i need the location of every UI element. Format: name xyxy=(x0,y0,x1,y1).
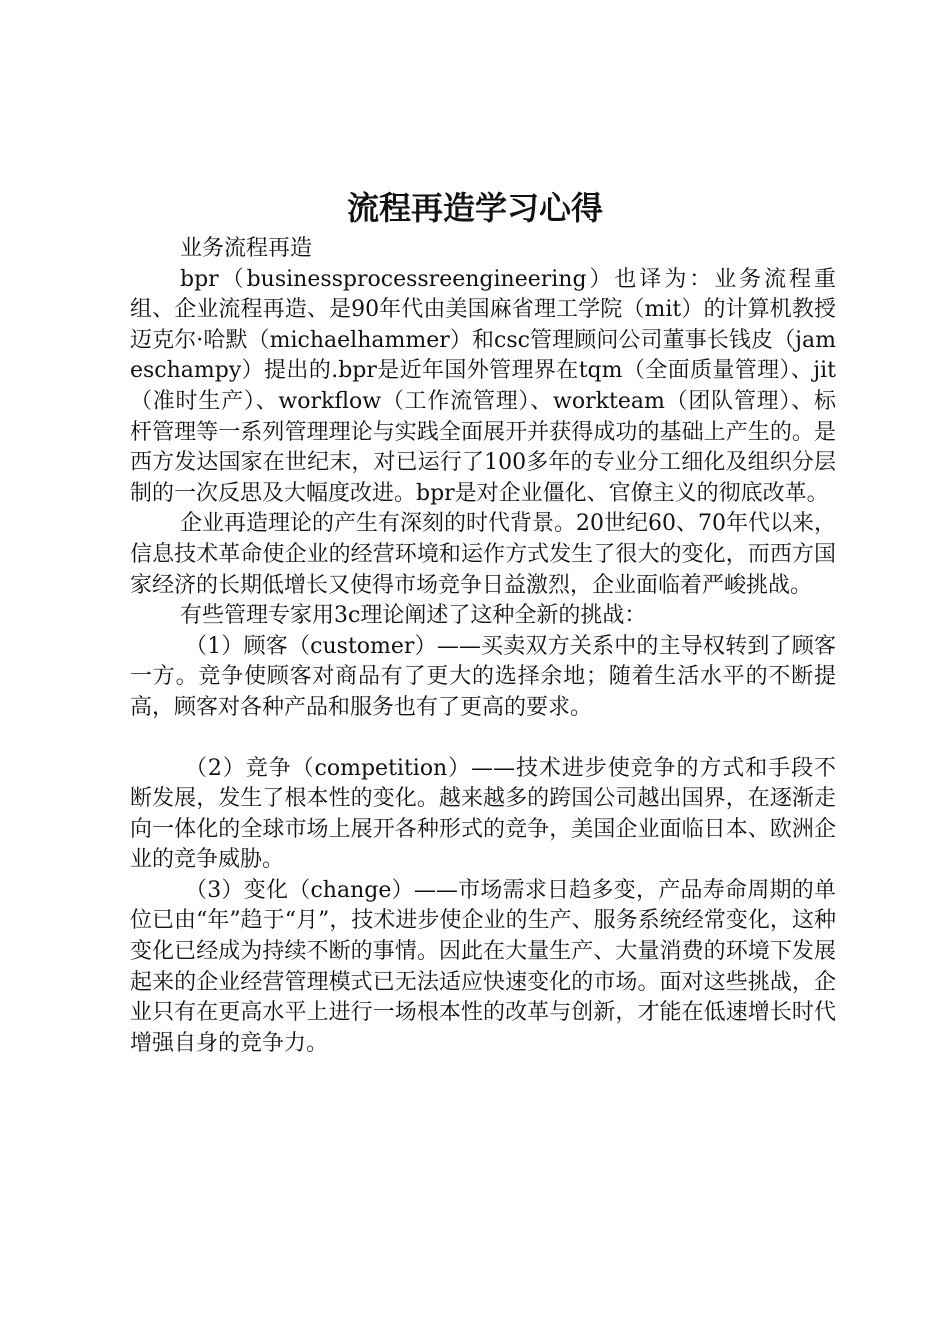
paragraph-heading: 业务流程再造 xyxy=(180,236,313,261)
paragraph-customer: （1）顾客（customer）——买卖双方关系中的主导权转到了顾客一方。竞争使顾客对商品有了更大的选择余地；随着生活水平的不断提高，顾客对各种产品和服务也有了更高的要求。 xyxy=(130,633,836,720)
paragraph-change: （3）变化（change）——市场需求日趋多变，产品寿命周期的单位已由“年”趋于“月”，技术进步使企业的生产、服务系统经常变化，这种变化已经成为持续不断的事情。因此在大量生产、大量消费的环境下发展起来的企业经营管理模式已无法适应快速变化的市场。面对这些挑战，企业只有在更高水平上进行一场根本性的改革与创新，才能在低速增长时代增强自身的竞争力。 xyxy=(130,877,836,1056)
paragraph-competition: （2）竞争（competition）——技术进步使竞争的方式和手段不断发展，发生了根本性的变化。越来越多的跨国公司越出国界，在逐渐走向一体化的全球市场上展开各种形式的竞争，美国企业面临日本、欧洲企业的竞争威胁。 xyxy=(130,755,836,873)
paragraph-background: 企业再造理论的产生有深刻的时代背景。20世纪60、70年代以来，信息技术革命使企业的经营环境和运作方式发生了很大的变化，而西方国家经济的长期低增长又使得市场竞争日益激烈，企业面临着严峻挑战。 xyxy=(130,511,836,598)
paragraph-3c-intro: 有些管理专家用3c理论阐述了这种全新的挑战： xyxy=(180,603,647,629)
paragraph-bpr-definition: bpr（businessprocessreengineering）也译为：业务流程重组、企业流程再造、是90年代由美国麻省理工学院（mit）的计算机教授迈克尔·哈默（michaelhammer）和csc管理顾问公司董事长钱皮（jameschampy）提出的.bpr是近年国外管理界在tqm（全面质量管理）、jit（准时生产）、workflow（工作流管理）、workteam（团队管理）、标杆管理等一系列管理理论与实践全面展开并获得成功的基础上产生的。是西方发达国家在世纪末，对已运行了100多年的专业分工细化及组织分层制的一次反思及大幅度改进。bpr是对企业僵化、官僚主义的彻底改革。 xyxy=(130,266,836,506)
document-body xyxy=(130,234,836,1059)
document-title: 流程再造学习心得 xyxy=(346,189,603,227)
